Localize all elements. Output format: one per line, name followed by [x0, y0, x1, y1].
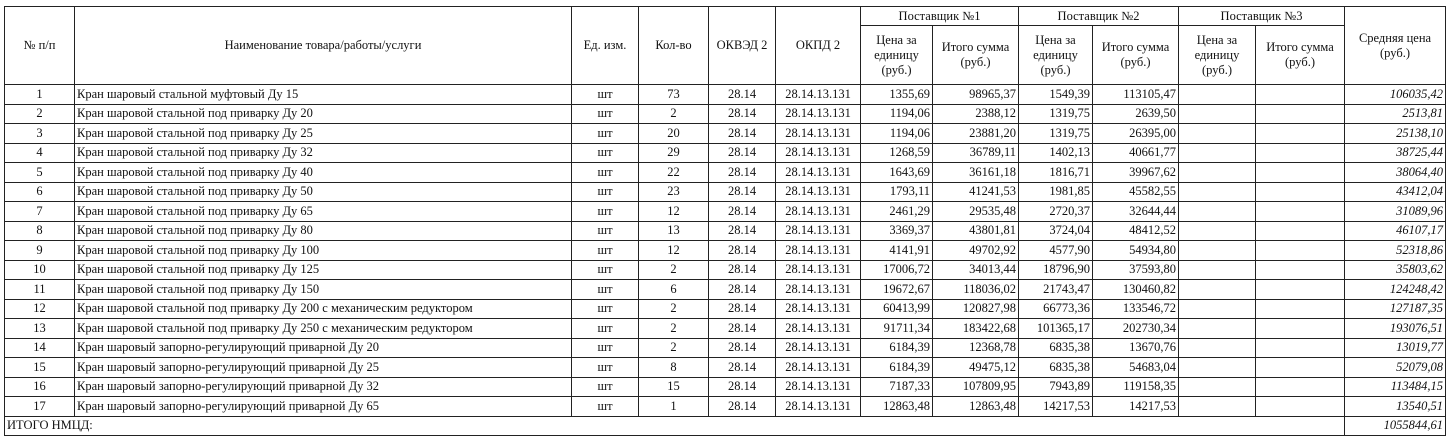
okpd-cell: 28.14.13.131: [776, 221, 861, 241]
average-price: 13019,77: [1345, 338, 1446, 358]
supplier1-total-sum: 2388,12: [933, 104, 1019, 124]
okpd-cell: 28.14.13.131: [776, 182, 861, 202]
supplier3-total-sum: [1256, 202, 1345, 222]
supplier1-unit-price: 6184,39: [861, 338, 933, 358]
header-s3-total-sum: Итого сумма (руб.): [1256, 26, 1345, 85]
supplier2-unit-price: 1402,13: [1019, 143, 1093, 163]
supplier3-unit-price: [1179, 85, 1256, 105]
unit-cell: шт: [572, 338, 639, 358]
item-name: Кран шаровой стальной под приварку Ду 100: [75, 241, 572, 261]
average-price: 2513,81: [1345, 104, 1446, 124]
supplier1-unit-price: 3369,37: [861, 221, 933, 241]
unit-cell: шт: [572, 241, 639, 261]
item-name: Кран шаровой стальной под приварку Ду 20: [75, 104, 572, 124]
table-row: [5, 260, 1446, 280]
average-price: 124248,42: [1345, 280, 1446, 300]
header-okpd: ОКПД 2: [776, 7, 861, 85]
supplier3-unit-price: [1179, 358, 1256, 378]
supplier2-unit-price: 1981,85: [1019, 182, 1093, 202]
supplier2-unit-price: 2720,37: [1019, 202, 1093, 222]
table-row: [5, 104, 1446, 124]
row-number: 8: [5, 221, 75, 241]
supplier3-unit-price: [1179, 338, 1256, 358]
table-row: [5, 358, 1446, 378]
supplier3-total-sum: [1256, 397, 1345, 417]
supplier3-unit-price: [1179, 182, 1256, 202]
supplier3-total-sum: [1256, 85, 1345, 105]
total-label: ИТОГО НМЦД:: [5, 416, 1345, 436]
supplier3-total-sum: [1256, 182, 1345, 202]
row-number: 10: [5, 260, 75, 280]
item-name: Кран шаровой стальной под приварку Ду 200 с механическим редуктором: [75, 299, 572, 319]
supplier3-total-sum: [1256, 299, 1345, 319]
qty-cell: 12: [639, 241, 709, 261]
okved-cell: 28.14: [709, 85, 776, 105]
average-price: 35803,62: [1345, 260, 1446, 280]
unit-cell: шт: [572, 124, 639, 144]
unit-cell: шт: [572, 299, 639, 319]
table-row: [5, 338, 1446, 358]
header-s3-unit-price: Цена за единицу (руб.): [1179, 26, 1256, 85]
supplier3-unit-price: [1179, 299, 1256, 319]
header-supplier-3: Поставщик №3: [1179, 7, 1345, 26]
supplier2-total-sum: 37593,80: [1093, 260, 1179, 280]
table-row: [5, 85, 1446, 105]
qty-cell: 20: [639, 124, 709, 144]
unit-cell: шт: [572, 163, 639, 183]
supplier1-total-sum: 34013,44: [933, 260, 1019, 280]
supplier3-total-sum: [1256, 260, 1345, 280]
supplier2-total-sum: 48412,52: [1093, 221, 1179, 241]
item-name: Кран шаровой стальной под приварку Ду 40: [75, 163, 572, 183]
supplier1-total-sum: 183422,68: [933, 319, 1019, 339]
row-number: 14: [5, 338, 75, 358]
item-name: Кран шаровой стальной под приварку Ду 50: [75, 182, 572, 202]
okved-cell: 28.14: [709, 299, 776, 319]
average-price: 52079,08: [1345, 358, 1446, 378]
supplier3-total-sum: [1256, 358, 1345, 378]
supplier1-total-sum: 12863,48: [933, 397, 1019, 417]
supplier2-unit-price: 6835,38: [1019, 338, 1093, 358]
okpd-cell: 28.14.13.131: [776, 319, 861, 339]
supplier2-total-sum: 113105,47: [1093, 85, 1179, 105]
header-s1-total-sum: Итого сумма (руб.): [933, 26, 1019, 85]
row-number: 1: [5, 85, 75, 105]
item-name: Кран шаровой стальной под приварку Ду 250 с механическим редуктором: [75, 319, 572, 339]
supplier1-unit-price: 19672,67: [861, 280, 933, 300]
supplier2-unit-price: 3724,04: [1019, 221, 1093, 241]
qty-cell: 29: [639, 143, 709, 163]
item-name: Кран шаровый запорно-регулирующий приварной Ду 25: [75, 358, 572, 378]
supplier2-unit-price: 6835,38: [1019, 358, 1093, 378]
header-s2-total-sum: Итого сумма (руб.): [1093, 26, 1179, 85]
table-row: [5, 163, 1446, 183]
supplier1-total-sum: 36161,18: [933, 163, 1019, 183]
okved-cell: 28.14: [709, 260, 776, 280]
supplier1-total-sum: 49475,12: [933, 358, 1019, 378]
qty-cell: 23: [639, 182, 709, 202]
table-row: [5, 143, 1446, 163]
okved-cell: 28.14: [709, 124, 776, 144]
okpd-cell: 28.14.13.131: [776, 163, 861, 183]
unit-cell: шт: [572, 202, 639, 222]
okpd-cell: 28.14.13.131: [776, 280, 861, 300]
table-body: [5, 85, 1446, 417]
okved-cell: 28.14: [709, 221, 776, 241]
row-number: 17: [5, 397, 75, 417]
price-calculation-table: [4, 6, 1446, 436]
supplier2-unit-price: 4577,90: [1019, 241, 1093, 261]
row-number: 3: [5, 124, 75, 144]
supplier1-unit-price: 1194,06: [861, 104, 933, 124]
supplier2-total-sum: 32644,44: [1093, 202, 1179, 222]
supplier1-unit-price: 7187,33: [861, 377, 933, 397]
table-row: [5, 397, 1446, 417]
supplier1-total-sum: 107809,95: [933, 377, 1019, 397]
unit-cell: шт: [572, 377, 639, 397]
okpd-cell: 28.14.13.131: [776, 338, 861, 358]
supplier2-total-sum: 133546,72: [1093, 299, 1179, 319]
unit-cell: шт: [572, 319, 639, 339]
supplier2-total-sum: 13670,76: [1093, 338, 1179, 358]
supplier1-unit-price: 60413,99: [861, 299, 933, 319]
table-row: [5, 299, 1446, 319]
header-num: № п/п: [5, 7, 75, 85]
table-row: [5, 202, 1446, 222]
supplier2-unit-price: 1549,39: [1019, 85, 1093, 105]
header-name: Наименование товара/работы/услуги: [75, 7, 572, 85]
okpd-cell: 28.14.13.131: [776, 104, 861, 124]
average-price: 31089,96: [1345, 202, 1446, 222]
supplier2-total-sum: 202730,34: [1093, 319, 1179, 339]
supplier3-total-sum: [1256, 241, 1345, 261]
supplier1-unit-price: 1355,69: [861, 85, 933, 105]
okpd-cell: 28.14.13.131: [776, 299, 861, 319]
supplier3-unit-price: [1179, 202, 1256, 222]
row-number: 11: [5, 280, 75, 300]
supplier3-total-sum: [1256, 319, 1345, 339]
okpd-cell: 28.14.13.131: [776, 85, 861, 105]
unit-cell: шт: [572, 397, 639, 417]
okved-cell: 28.14: [709, 280, 776, 300]
supplier2-unit-price: 14217,53: [1019, 397, 1093, 417]
supplier2-total-sum: 39967,62: [1093, 163, 1179, 183]
total-row: [5, 416, 1446, 436]
item-name: Кран шаровой стальной под приварку Ду 65: [75, 202, 572, 222]
header-avg-price: Средняя цена (руб.): [1345, 7, 1446, 85]
okpd-cell: 28.14.13.131: [776, 202, 861, 222]
supplier2-total-sum: 130460,82: [1093, 280, 1179, 300]
table-row: [5, 377, 1446, 397]
average-price: 25138,10: [1345, 124, 1446, 144]
table-row: [5, 280, 1446, 300]
supplier1-total-sum: 49702,92: [933, 241, 1019, 261]
supplier1-total-sum: 98965,37: [933, 85, 1019, 105]
row-number: 15: [5, 358, 75, 378]
header-s2-unit-price: Цена за единицу (руб.): [1019, 26, 1093, 85]
table-row: [5, 319, 1446, 339]
row-number: 12: [5, 299, 75, 319]
average-price: 106035,42: [1345, 85, 1446, 105]
unit-cell: шт: [572, 221, 639, 241]
supplier1-total-sum: 29535,48: [933, 202, 1019, 222]
header-supplier-2: Поставщик №2: [1019, 7, 1179, 26]
okved-cell: 28.14: [709, 358, 776, 378]
supplier2-total-sum: 45582,55: [1093, 182, 1179, 202]
supplier1-unit-price: 1268,59: [861, 143, 933, 163]
average-price: 43412,04: [1345, 182, 1446, 202]
okved-cell: 28.14: [709, 377, 776, 397]
row-number: 6: [5, 182, 75, 202]
qty-cell: 2: [639, 104, 709, 124]
row-number: 7: [5, 202, 75, 222]
supplier3-total-sum: [1256, 221, 1345, 241]
average-price: 13540,51: [1345, 397, 1446, 417]
supplier2-total-sum: 119158,35: [1093, 377, 1179, 397]
row-number: 5: [5, 163, 75, 183]
header-supplier-1: Поставщик №1: [861, 7, 1019, 26]
okved-cell: 28.14: [709, 163, 776, 183]
average-price: 113484,15: [1345, 377, 1446, 397]
header-s1-unit-price: Цена за единицу (руб.): [861, 26, 933, 85]
qty-cell: 2: [639, 338, 709, 358]
supplier2-unit-price: 7943,89: [1019, 377, 1093, 397]
unit-cell: шт: [572, 143, 639, 163]
average-price: 127187,35: [1345, 299, 1446, 319]
average-price: 38064,40: [1345, 163, 1446, 183]
okpd-cell: 28.14.13.131: [776, 397, 861, 417]
unit-cell: шт: [572, 280, 639, 300]
average-price: 52318,86: [1345, 241, 1446, 261]
okpd-cell: 28.14.13.131: [776, 358, 861, 378]
supplier2-total-sum: 40661,77: [1093, 143, 1179, 163]
item-name: Кран шаровый запорно-регулирующий приварной Ду 65: [75, 397, 572, 417]
qty-cell: 8: [639, 358, 709, 378]
supplier3-unit-price: [1179, 319, 1256, 339]
supplier3-unit-price: [1179, 143, 1256, 163]
supplier2-total-sum: 26395,00: [1093, 124, 1179, 144]
unit-cell: шт: [572, 260, 639, 280]
okpd-cell: 28.14.13.131: [776, 143, 861, 163]
qty-cell: 22: [639, 163, 709, 183]
supplier3-unit-price: [1179, 221, 1256, 241]
supplier2-unit-price: 1319,75: [1019, 104, 1093, 124]
item-name: Кран шаровый запорно-регулирующий приварной Ду 20: [75, 338, 572, 358]
supplier1-unit-price: 4141,91: [861, 241, 933, 261]
supplier1-unit-price: 6184,39: [861, 358, 933, 378]
supplier1-unit-price: 12863,48: [861, 397, 933, 417]
row-number: 13: [5, 319, 75, 339]
average-price: 38725,44: [1345, 143, 1446, 163]
supplier1-total-sum: 41241,53: [933, 182, 1019, 202]
supplier1-unit-price: 1793,11: [861, 182, 933, 202]
supplier1-total-sum: 12368,78: [933, 338, 1019, 358]
unit-cell: шт: [572, 182, 639, 202]
supplier1-unit-price: 2461,29: [861, 202, 933, 222]
supplier3-unit-price: [1179, 241, 1256, 261]
okpd-cell: 28.14.13.131: [776, 377, 861, 397]
row-number: 2: [5, 104, 75, 124]
okved-cell: 28.14: [709, 182, 776, 202]
okpd-cell: 28.14.13.131: [776, 241, 861, 261]
qty-cell: 15: [639, 377, 709, 397]
supplier1-total-sum: 118036,02: [933, 280, 1019, 300]
supplier3-unit-price: [1179, 124, 1256, 144]
supplier1-total-sum: 120827,98: [933, 299, 1019, 319]
supplier2-unit-price: 1319,75: [1019, 124, 1093, 144]
table-header: [5, 7, 1446, 85]
item-name: Кран шаровой стальной под приварку Ду 32: [75, 143, 572, 163]
table-row: [5, 182, 1446, 202]
okved-cell: 28.14: [709, 143, 776, 163]
supplier3-unit-price: [1179, 280, 1256, 300]
row-number: 4: [5, 143, 75, 163]
price-calculation-table-wrapper: [4, 6, 1446, 436]
supplier2-unit-price: 101365,17: [1019, 319, 1093, 339]
okved-cell: 28.14: [709, 241, 776, 261]
table-row: [5, 124, 1446, 144]
okved-cell: 28.14: [709, 397, 776, 417]
qty-cell: 2: [639, 299, 709, 319]
supplier3-total-sum: [1256, 377, 1345, 397]
row-number: 16: [5, 377, 75, 397]
supplier3-unit-price: [1179, 163, 1256, 183]
qty-cell: 2: [639, 260, 709, 280]
supplier2-unit-price: 1816,71: [1019, 163, 1093, 183]
unit-cell: шт: [572, 358, 639, 378]
supplier3-total-sum: [1256, 280, 1345, 300]
okpd-cell: 28.14.13.131: [776, 124, 861, 144]
total-value: 1055844,61: [1345, 416, 1446, 436]
average-price: 46107,17: [1345, 221, 1446, 241]
supplier3-total-sum: [1256, 338, 1345, 358]
supplier1-unit-price: 1643,69: [861, 163, 933, 183]
qty-cell: 1: [639, 397, 709, 417]
table-row: [5, 221, 1446, 241]
supplier3-unit-price: [1179, 397, 1256, 417]
okved-cell: 28.14: [709, 319, 776, 339]
qty-cell: 12: [639, 202, 709, 222]
unit-cell: шт: [572, 85, 639, 105]
supplier3-unit-price: [1179, 104, 1256, 124]
header-unit: Ед. изм.: [572, 7, 639, 85]
supplier3-total-sum: [1256, 143, 1345, 163]
qty-cell: 2: [639, 319, 709, 339]
supplier3-unit-price: [1179, 260, 1256, 280]
okpd-cell: 28.14.13.131: [776, 260, 861, 280]
item-name: Кран шаровой стальной под приварку Ду 25: [75, 124, 572, 144]
supplier3-total-sum: [1256, 104, 1345, 124]
supplier1-total-sum: 43801,81: [933, 221, 1019, 241]
okved-cell: 28.14: [709, 104, 776, 124]
okved-cell: 28.14: [709, 338, 776, 358]
unit-cell: шт: [572, 104, 639, 124]
qty-cell: 13: [639, 221, 709, 241]
supplier3-total-sum: [1256, 124, 1345, 144]
okved-cell: 28.14: [709, 202, 776, 222]
supplier2-unit-price: 21743,47: [1019, 280, 1093, 300]
header-okved: ОКВЭД 2: [709, 7, 776, 85]
supplier2-total-sum: 54934,80: [1093, 241, 1179, 261]
item-name: Кран шаровой стальной под приварку Ду 150: [75, 280, 572, 300]
supplier3-unit-price: [1179, 377, 1256, 397]
supplier1-total-sum: 36789,11: [933, 143, 1019, 163]
item-name: Кран шаровой стальной под приварку Ду 80: [75, 221, 572, 241]
item-name: Кран шаровый запорно-регулирующий приварной Ду 32: [75, 377, 572, 397]
supplier2-total-sum: 2639,50: [1093, 104, 1179, 124]
item-name: Кран шаровый стальной муфтовый Ду 15: [75, 85, 572, 105]
row-number: 9: [5, 241, 75, 261]
item-name: Кран шаровой стальной под приварку Ду 125: [75, 260, 572, 280]
table-row: [5, 241, 1446, 261]
supplier2-unit-price: 66773,36: [1019, 299, 1093, 319]
supplier2-total-sum: 14217,53: [1093, 397, 1179, 417]
supplier1-unit-price: 1194,06: [861, 124, 933, 144]
supplier2-total-sum: 54683,04: [1093, 358, 1179, 378]
header-qty: Кол-во: [639, 7, 709, 85]
supplier1-unit-price: 17006,72: [861, 260, 933, 280]
qty-cell: 73: [639, 85, 709, 105]
table-footer: [5, 416, 1446, 436]
supplier1-unit-price: 91711,34: [861, 319, 933, 339]
supplier1-total-sum: 23881,20: [933, 124, 1019, 144]
qty-cell: 6: [639, 280, 709, 300]
supplier2-unit-price: 18796,90: [1019, 260, 1093, 280]
supplier3-total-sum: [1256, 163, 1345, 183]
average-price: 193076,51: [1345, 319, 1446, 339]
